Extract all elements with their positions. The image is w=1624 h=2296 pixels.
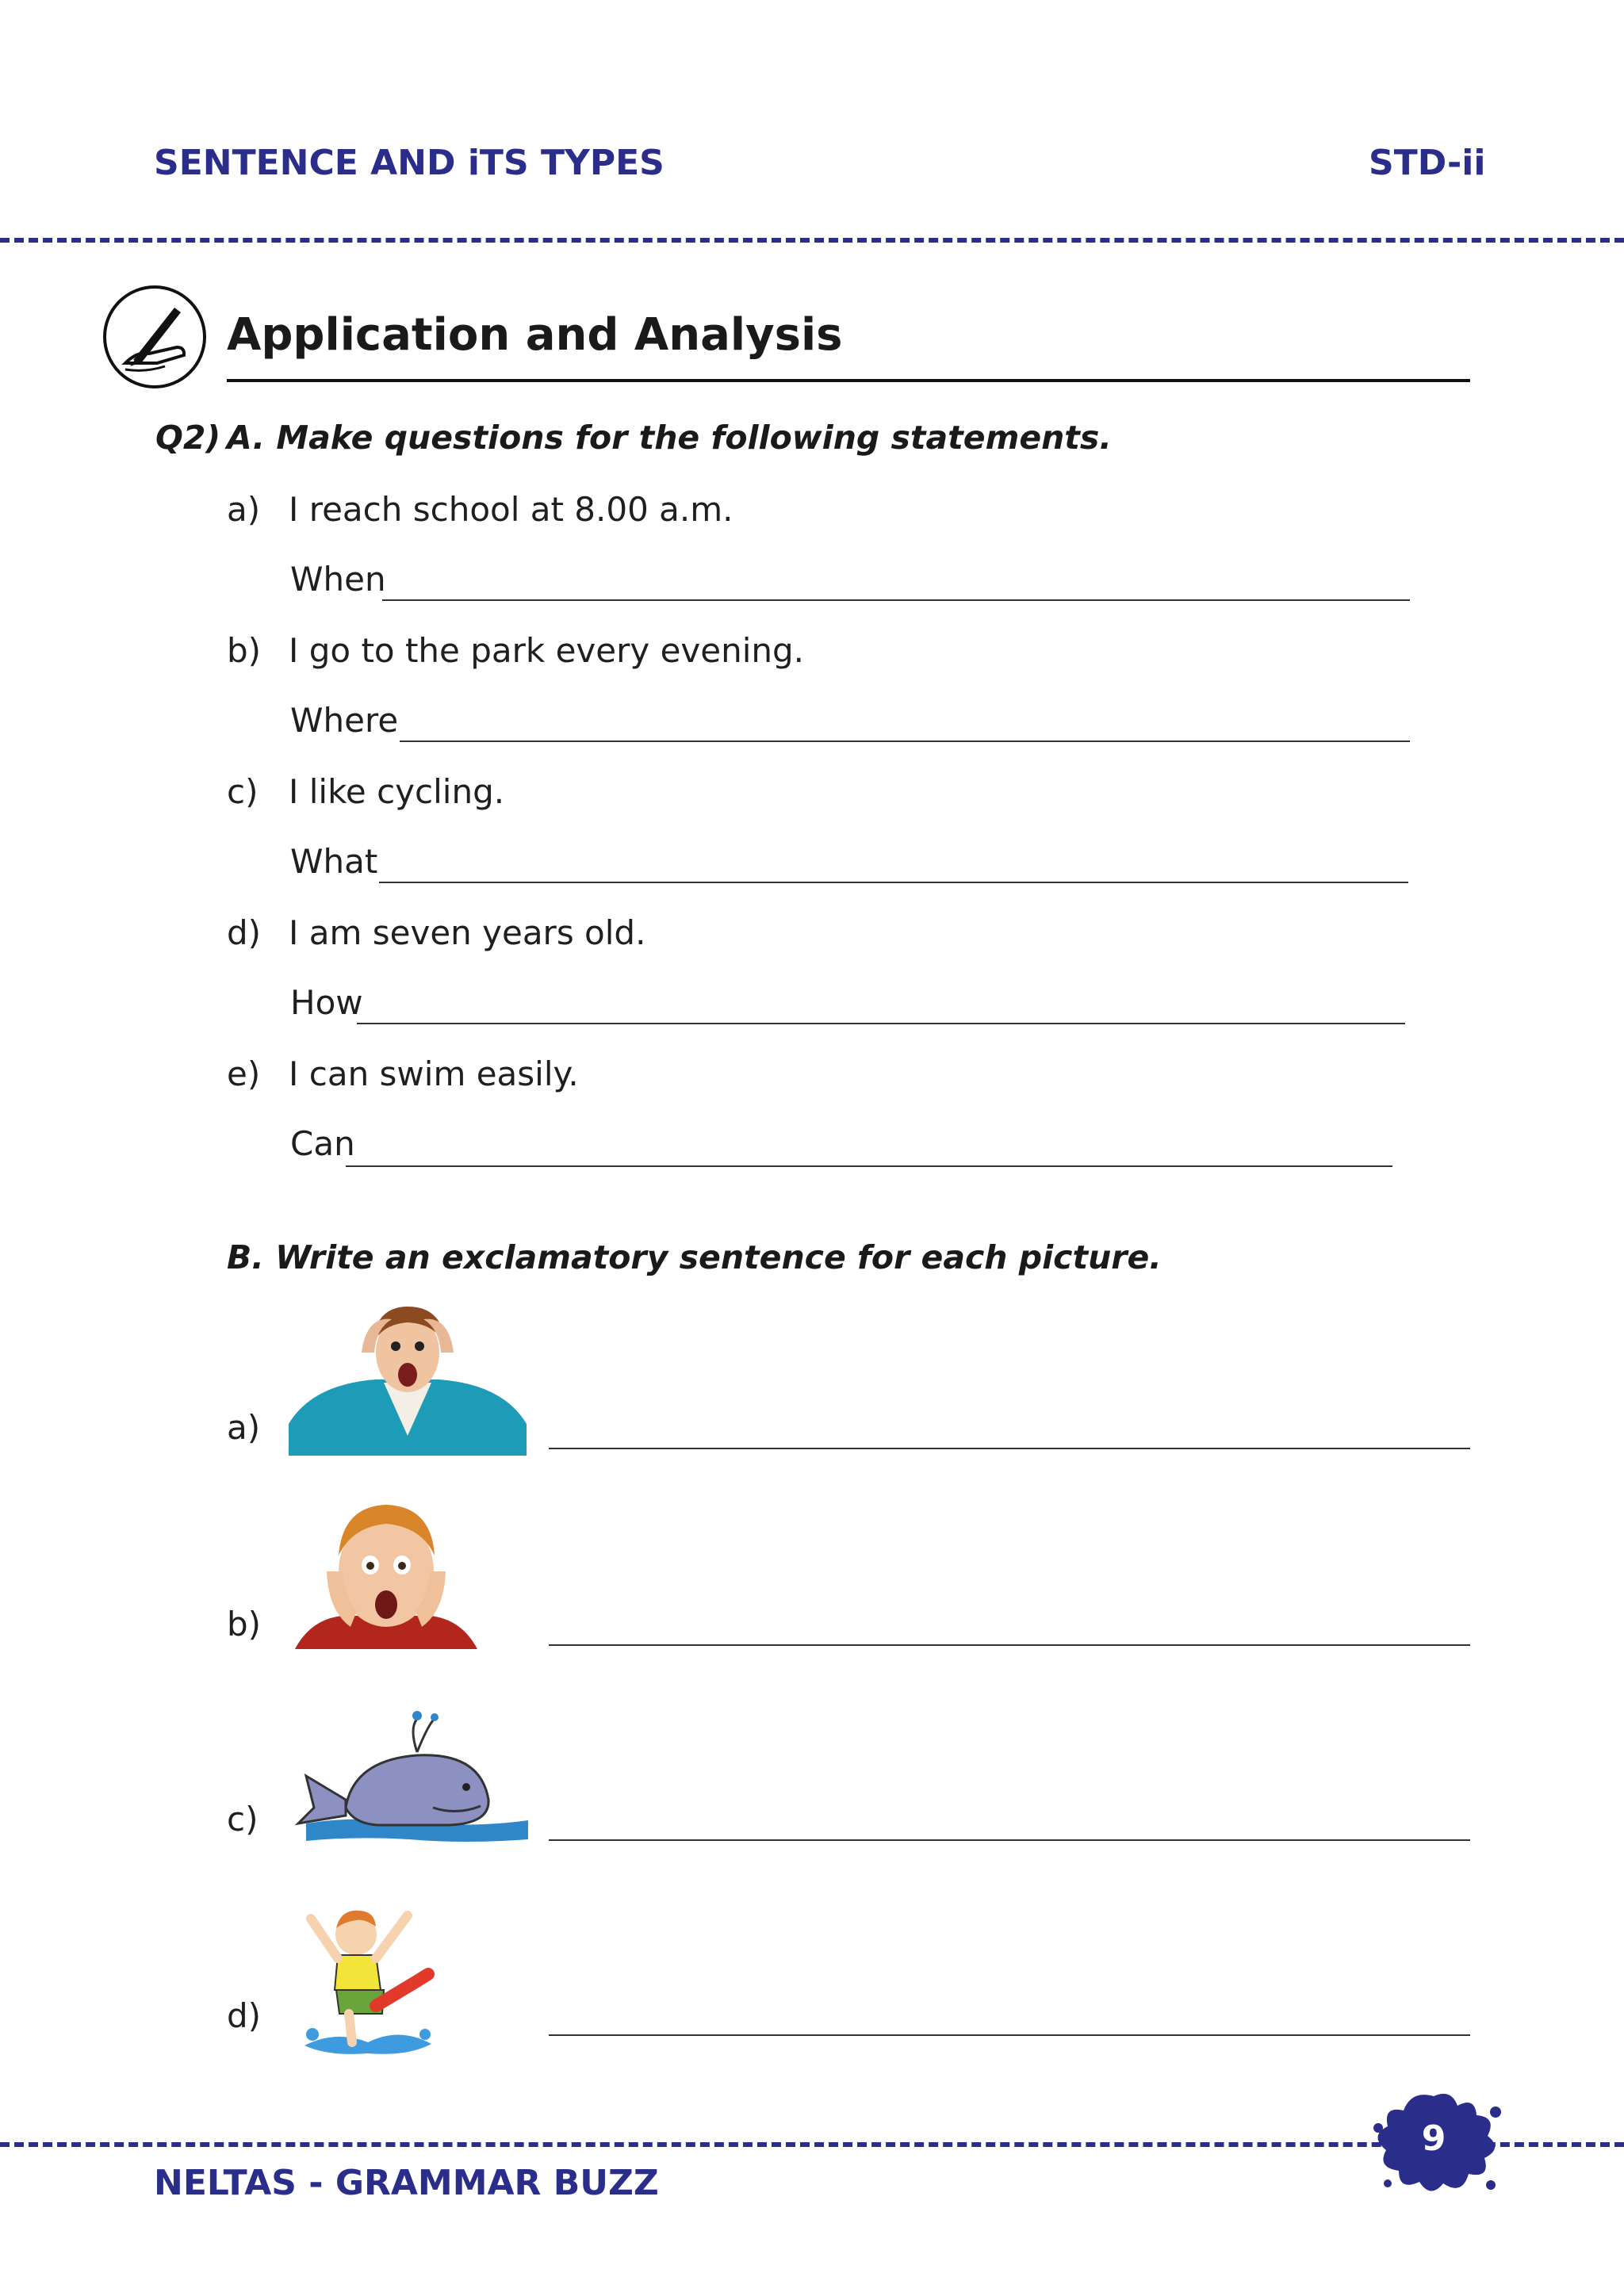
answer-line[interactable] <box>549 2034 1470 2036</box>
answer-line[interactable] <box>357 1023 1405 1024</box>
section-title: Application and Analysis <box>227 309 843 361</box>
item-prompt: How <box>290 983 363 1022</box>
item-label: a) <box>227 490 261 529</box>
whale-image <box>290 1705 536 1847</box>
item-statement: I am seven years old. <box>289 913 646 952</box>
picture-label: d) <box>227 1996 262 2035</box>
part-b-title: B. Write an exclamatory sentence for each picture. <box>227 1238 1162 1276</box>
item-label: e) <box>227 1054 261 1093</box>
answer-line[interactable] <box>549 1448 1470 1449</box>
surprised-boy-image <box>295 1492 477 1649</box>
item-statement: I reach school at 8.00 a.m. <box>289 490 733 529</box>
page-number-splash <box>1364 2080 1503 2204</box>
header-topic: SENTENCE AND iTS TYPES <box>154 143 665 183</box>
item-prompt: Can <box>290 1124 355 1163</box>
picture-label: b) <box>227 1605 262 1644</box>
answer-line[interactable] <box>382 599 1410 601</box>
picture-label: a) <box>227 1408 261 1447</box>
item-prompt: Where <box>290 701 399 740</box>
shocked-woman-image <box>289 1297 527 1456</box>
header-standard: STD-ii <box>1369 143 1486 183</box>
item-statement: I can swim easily. <box>289 1054 579 1093</box>
item-prompt: What <box>290 842 378 881</box>
picture-label: c) <box>227 1800 259 1839</box>
item-label: d) <box>227 913 262 952</box>
answer-line[interactable] <box>400 740 1410 742</box>
part-a-title: A. Make questions for the following statements. <box>227 419 1112 457</box>
footer-brand: NELTAS - GRAMMAR BUZZ <box>154 2163 659 2203</box>
answer-line[interactable] <box>379 882 1408 883</box>
item-label: c) <box>227 772 259 811</box>
writing-hand-icon <box>102 284 208 390</box>
page-number: 9 <box>1421 2118 1446 2159</box>
section-title-underline <box>227 379 1470 382</box>
header-divider <box>0 238 1624 243</box>
splashing-boy-image <box>289 1887 447 2069</box>
item-prompt: When <box>290 560 386 599</box>
item-statement: I like cycling. <box>289 772 505 811</box>
item-statement: I go to the park every evening. <box>289 631 805 670</box>
answer-line[interactable] <box>549 1839 1470 1841</box>
item-label: b) <box>227 631 262 670</box>
question-number: Q2) <box>155 419 221 457</box>
answer-line[interactable] <box>549 1644 1470 1646</box>
answer-line[interactable] <box>346 1165 1392 1167</box>
